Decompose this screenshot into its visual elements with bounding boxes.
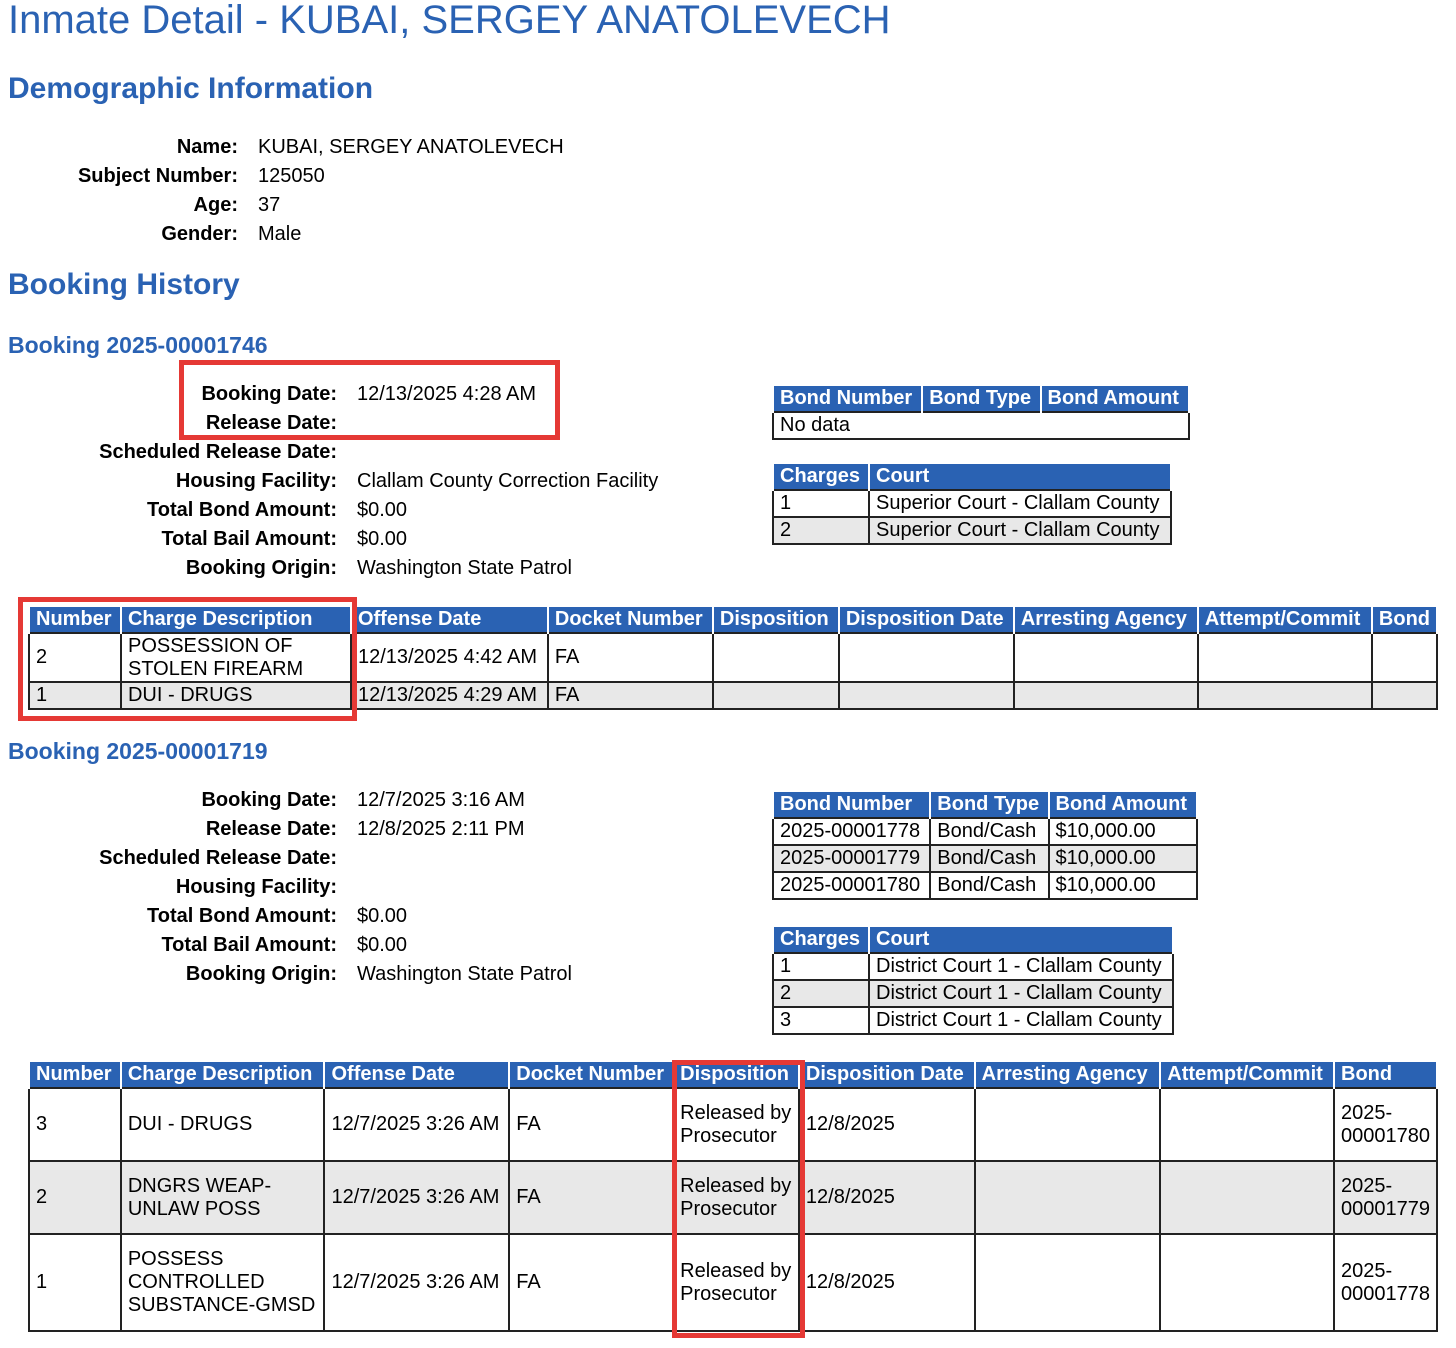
table-row: 1 District Court 1 - Clallam County [773,953,1173,980]
col-bond: Bond [1334,1061,1437,1088]
table-row: 1 POSSESS CONTROLLED SUBSTANCE-GMSD 12/7/2025 3:26 AM FA Released by Prosecutor 12/8/2025 2025-00001778 [29,1234,1437,1331]
bond-table [772,790,1198,900]
charges-header: Charges [773,463,869,490]
demographics-details [8,133,564,249]
table-row: 2025-00001779 Bond/Cash $10,000.00 [773,845,1197,872]
table-row: 2025-00001780 Bond/Cash $10,000.00 [773,872,1197,899]
detail-total-bail-amount: Total Bail Amount: $0.00 [161,528,408,550]
court-table [772,462,1172,545]
demo-row-gender: Gender: Male [161,223,302,245]
col-offense-date: Offense Date [351,606,548,633]
col-disposition: Disposition [673,1061,799,1088]
detail-total-bail-amount: Total Bail Amount: $0.00 [161,934,408,956]
col-offense-date: Offense Date [324,1061,509,1088]
charges-header: Charges [773,926,869,953]
booking-history-heading: Booking History [8,268,240,301]
detail-scheduled-release-date: Scheduled Release Date: [99,847,337,869]
page-title: Inmate Detail - KUBAI, SERGEY ANATOLEVECH [8,0,891,42]
booking-details [8,786,572,989]
col-bond: Bond [1372,606,1437,633]
court-table [772,925,1174,1035]
col-charge-description: Charge Description [121,1061,325,1088]
detail-release-date: Release Date: 12/8/2025 2:11 PM [205,818,525,840]
detail-housing-facility: Housing Facility: [175,876,337,898]
bond-table-empty: No data [773,412,1189,439]
col-number: Number [29,606,121,633]
table-row: 2 POSSESSION OF STOLEN FIREARM 12/13/2025 4:42 AM FA [29,633,1437,682]
table-row: 1 DUI - DRUGS 12/13/2025 4:29 AM FA [29,682,1437,709]
table-row: 2 Superior Court - Clallam County [773,517,1171,544]
detail-total-bond-amount: Total Bond Amount: $0.00 [147,905,408,927]
col-disposition-date: Disposition Date [839,606,1014,633]
bond-amount-header: Bond Amount [1049,791,1197,818]
col-docket-number: Docket Number [509,1061,673,1088]
col-disposition-date: Disposition Date [799,1061,975,1088]
charges-table [28,605,1438,710]
col-number: Number [29,1061,121,1088]
bond-number-header: Bond Number [773,385,922,412]
detail-booking-date: Booking Date: 12/7/2025 3:16 AM [201,789,525,811]
table-row: 3 District Court 1 - Clallam County [773,1007,1173,1034]
col-docket-number: Docket Number [548,606,713,633]
table-row: 2 District Court 1 - Clallam County [773,980,1173,1007]
booking-title: Booking 2025-00001719 [8,738,268,764]
bond-number-header: Bond Number [773,791,930,818]
table-row: 2025-00001778 Bond/Cash $10,000.00 [773,818,1197,845]
demo-row-name: Name: KUBAI, SERGEY ANATOLEVECH [176,136,564,158]
detail-total-bond-amount: Total Bond Amount: $0.00 [147,499,408,521]
booking-details [8,380,658,583]
detail-release-date: Release Date: [205,412,337,434]
booking-title: Booking 2025-00001746 [8,332,268,358]
detail-housing-facility: Housing Facility: Clallam County Correction Facility [175,470,659,492]
bond-amount-header: Bond Amount [1041,385,1189,412]
table-row: 1 Superior Court - Clallam County [773,490,1171,517]
col-attempt-commit: Attempt/Commit [1160,1061,1334,1088]
col-arresting-agency: Arresting Agency [1014,606,1198,633]
col-disposition: Disposition [713,606,839,633]
bond-table [772,384,1190,440]
detail-scheduled-release-date: Scheduled Release Date: [99,441,337,463]
demo-row-age: Age: 37 [193,194,281,216]
detail-booking-date: Booking Date: 12/13/2025 4:28 AM [201,383,537,405]
table-row: 2 DNGRS WEAP-UNLAW POSS 12/7/2025 3:26 AM FA Released by Prosecutor 12/8/2025 2025-00001779 [29,1161,1437,1234]
table-row: 3 DUI - DRUGS 12/7/2025 3:26 AM FA Released by Prosecutor 12/8/2025 2025-00001780 [29,1088,1437,1161]
col-charge-description: Charge Description [121,606,351,633]
court-header: Court [869,926,1173,953]
demographics-heading: Demographic Information [8,72,374,105]
court-header: Court [869,463,1171,490]
detail-booking-origin: Booking Origin: Washington State Patrol [185,557,572,579]
col-arresting-agency: Arresting Agency [975,1061,1161,1088]
charges-table [28,1060,1438,1332]
bond-type-header: Bond Type [922,385,1040,412]
demo-row-subject-number: Subject Number: 125050 [77,165,325,187]
detail-booking-origin: Booking Origin: Washington State Patrol [185,963,572,985]
col-attempt-commit: Attempt/Commit [1198,606,1372,633]
bond-type-header: Bond Type [930,791,1048,818]
